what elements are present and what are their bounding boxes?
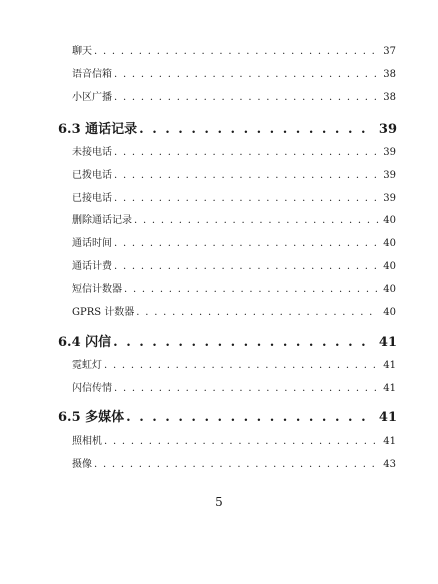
toc-entry-label: 已拨电话 bbox=[72, 170, 112, 181]
toc-section-page: 41 bbox=[378, 335, 397, 350]
toc-entry-page: 38 bbox=[383, 92, 396, 103]
toc-entry-page: 41 bbox=[383, 383, 396, 394]
toc-entry-page: 40 bbox=[383, 284, 396, 295]
toc-entry bbox=[72, 458, 396, 472]
toc-section-page: 39 bbox=[378, 122, 397, 137]
toc-entry-label: GPRS 计数器 bbox=[72, 307, 135, 318]
toc-entry bbox=[72, 260, 396, 274]
toc-entry-page: 38 bbox=[383, 69, 396, 80]
toc-entry bbox=[72, 382, 396, 396]
toc-entry-label: 闪信传情 bbox=[72, 383, 112, 394]
toc-entry-label: 语音信箱 bbox=[72, 69, 112, 80]
dot-leader bbox=[114, 237, 379, 251]
toc-entry-label: 聊天 bbox=[72, 46, 92, 57]
toc-entry-page: 41 bbox=[383, 360, 396, 371]
dot-leader bbox=[114, 91, 379, 105]
toc-entry bbox=[72, 435, 396, 449]
toc-entry-page: 37 bbox=[383, 46, 396, 57]
toc-entry-label: 删除通话记录 bbox=[72, 215, 132, 226]
toc-entry-page: 39 bbox=[383, 170, 396, 181]
toc-entry-page: 40 bbox=[383, 261, 396, 272]
dot-leader bbox=[134, 214, 379, 228]
dot-leader bbox=[114, 169, 379, 183]
toc-entry bbox=[72, 192, 396, 206]
toc-section-6-4 bbox=[58, 334, 397, 352]
toc-entry-cell-broadcast bbox=[72, 91, 396, 105]
toc-entry-page: 40 bbox=[383, 238, 396, 249]
toc-section-title: 6.4 闪信 bbox=[58, 335, 112, 350]
toc-entry bbox=[72, 283, 396, 297]
toc-entry bbox=[72, 169, 396, 183]
dot-leader bbox=[136, 306, 379, 320]
dot-leader bbox=[139, 121, 375, 139]
toc-entry-label: 霓虹灯 bbox=[72, 360, 102, 371]
toc-entry bbox=[72, 237, 396, 251]
toc-entry-label: 摄像 bbox=[72, 459, 92, 470]
toc-entry bbox=[72, 306, 396, 320]
toc-entry bbox=[72, 359, 396, 373]
toc-entry-page: 39 bbox=[383, 147, 396, 158]
toc-section-page: 41 bbox=[378, 410, 397, 425]
toc-entry-label: 通话时间 bbox=[72, 238, 112, 249]
toc-section-6-3 bbox=[58, 121, 397, 139]
toc-section-6-5 bbox=[58, 409, 397, 427]
toc-entry-page: 41 bbox=[383, 436, 396, 447]
dot-leader bbox=[126, 409, 375, 427]
toc-entry-page: 39 bbox=[383, 193, 396, 204]
toc-entry-label: 已接电话 bbox=[72, 193, 112, 204]
toc-entry-voicemail bbox=[72, 68, 396, 82]
toc-entry-page: 43 bbox=[383, 459, 396, 470]
dot-leader bbox=[124, 283, 379, 297]
dot-leader bbox=[104, 435, 379, 449]
toc-entry-label: 通话计费 bbox=[72, 261, 112, 272]
toc-entry-label: 照相机 bbox=[72, 436, 102, 447]
dot-leader bbox=[114, 260, 379, 274]
dot-leader bbox=[94, 45, 379, 59]
toc-entry-chat bbox=[72, 45, 396, 59]
toc-entry-label: 未接电话 bbox=[72, 147, 112, 158]
toc-entry-page: 40 bbox=[383, 307, 396, 318]
toc-entry-label: 短信计数器 bbox=[72, 284, 122, 295]
dot-leader bbox=[94, 458, 379, 472]
dot-leader bbox=[114, 382, 379, 396]
toc-section-title: 6.5 多媒体 bbox=[58, 410, 125, 425]
toc-section-title: 6.3 通话记录 bbox=[58, 122, 138, 137]
dot-leader bbox=[113, 334, 375, 352]
page-number: 5 bbox=[215, 495, 223, 509]
dot-leader bbox=[104, 359, 379, 373]
dot-leader bbox=[114, 146, 379, 160]
dot-leader bbox=[114, 68, 379, 82]
dot-leader bbox=[114, 192, 379, 206]
toc-entry-label: 小区广播 bbox=[72, 92, 112, 103]
toc-entry bbox=[72, 214, 396, 228]
toc-entry-page: 40 bbox=[383, 215, 396, 226]
toc-entry bbox=[72, 146, 396, 160]
